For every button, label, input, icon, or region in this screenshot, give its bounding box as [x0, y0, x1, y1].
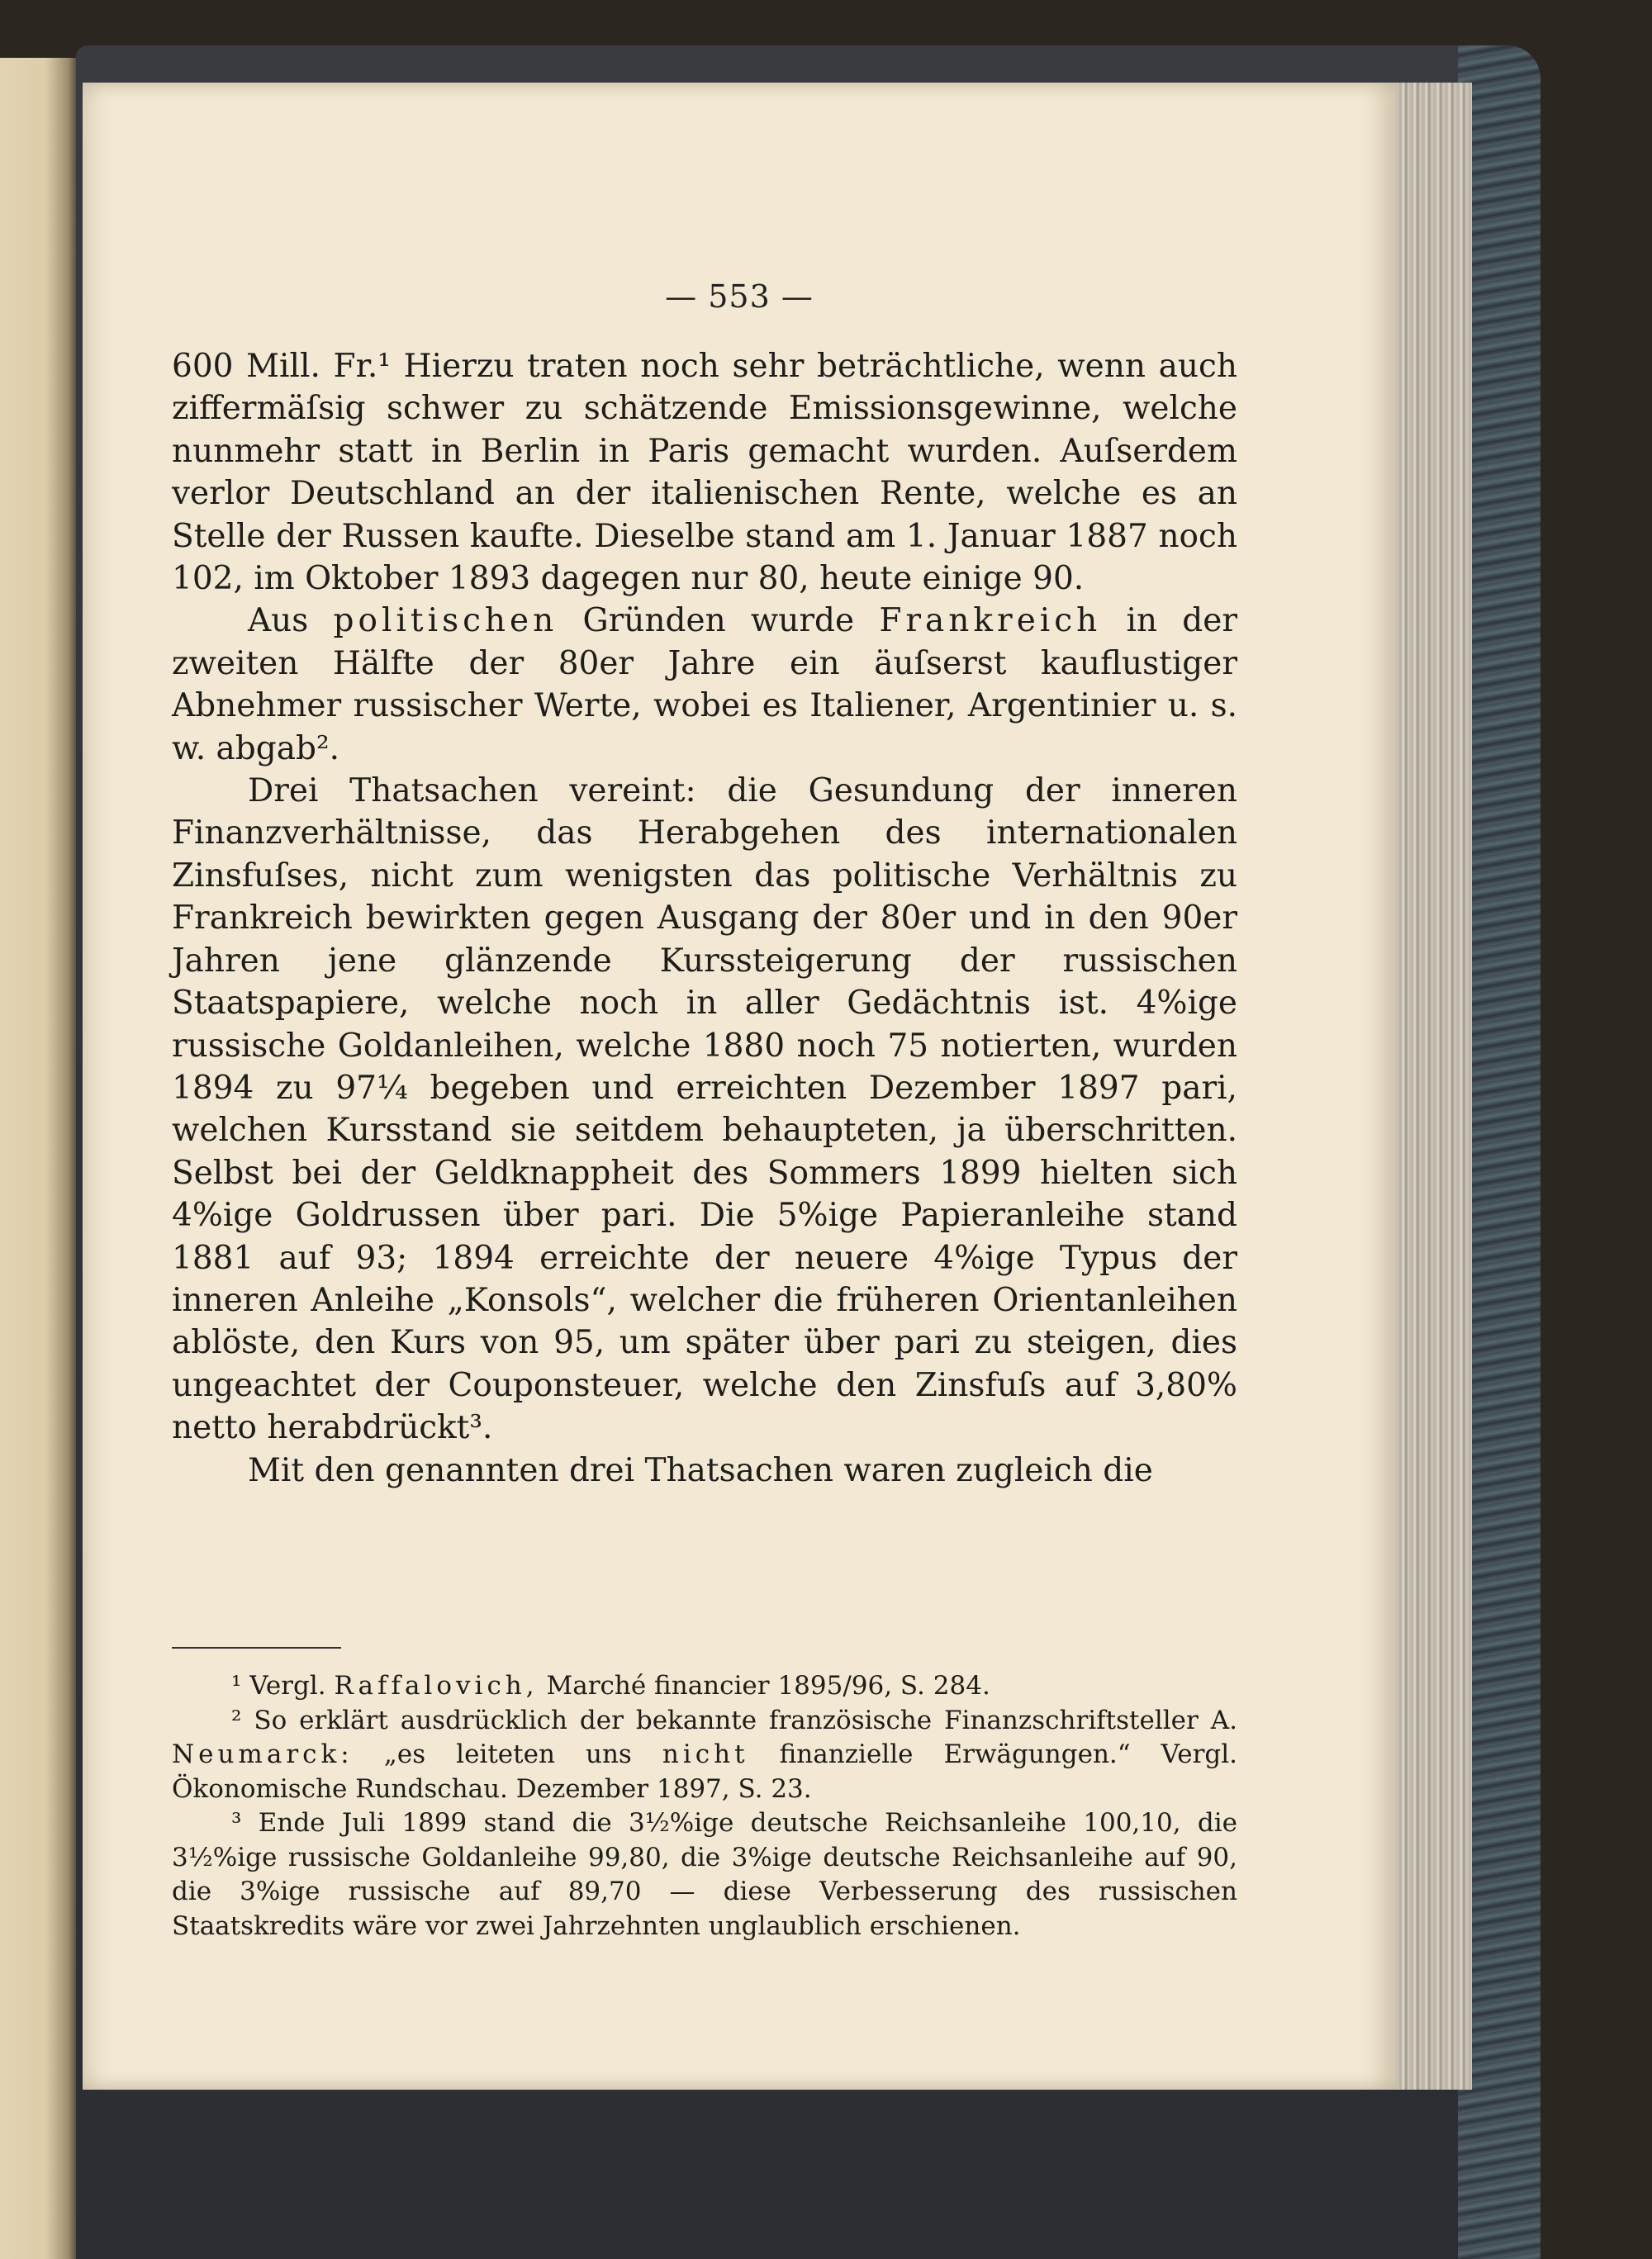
footnotes — [172, 1669, 1237, 1943]
paragraph-4: Mit den genannten drei Thatsachen waren zugleich die — [248, 1451, 1153, 1489]
paragraph-2: Aus politischen Gründen wurde Frankreich in der zweiten Hälfte der 80er Jahre ein äuſserst kauflustiger Abnehmer russischer Werte, wobei es Italiener, Argentinier u. s. w. abgab². — [172, 602, 1237, 767]
footnote-rule — [172, 1647, 341, 1649]
main-text — [172, 345, 1237, 1492]
adjacent-page-edge — [0, 58, 76, 2259]
spaced-word: politischen — [333, 602, 558, 640]
page-stack-edges — [1386, 83, 1472, 2090]
book-page — [83, 83, 1396, 2090]
footnote-3: ³ Ende Juli 1899 stand die 3½%ige deutsche Reichsanleihe 100,10, die 3½%ige russische Goldanleihe 99,80, die 3%ige deutsche Reichsanleihe auf 90, die 3%ige russische auf 89,70 — diese Verbesserung des russischen Staatskredits wäre vor zwei Jahrzehnten unglaublich erschienen. — [172, 1808, 1237, 1941]
footnote-1: ¹ Vergl. Raffalovich, Marché financier 1895/96, S. 284. — [231, 1671, 990, 1701]
spaced-word: Frankreich — [879, 602, 1102, 640]
footnote-2: ² So erklärt ausdrücklich der bekannte französische Finanzschriftsteller A. Neumarck: „es leiteten uns nicht finanzielle Erwägungen.“ Vergl. Ökonomische Rundschau. Dezember 1897, S. 23. — [172, 1705, 1237, 1804]
page-number: — 553 — — [665, 278, 814, 315]
paragraph-3: Drei Thatsachen vereint: die Gesundung der inneren Finanzverhältnisse, das Herabgehen des internationalen Zinsfuſses, nicht zum wenigsten das politische Verhältnis zu Frankreich bewirkten gegen Ausgang der 80er und in den 90er Jahren jene glänzende Kurssteigerung der russischen Staatspapiere, welche noch in aller Gedächtnis ist. 4%ige russische Goldanleihen, welche 1880 noch 75 notierten, wurden 1894 zu 97¼ begeben und erreichten Dezember 1897 pari, welchen Kursstand sie seitdem behaupteten, ja überschritten. Selbst bei der Geldknappheit des Sommers 1899 hielten sich 4%ige Goldrussen über pari. Die 5%ige Papieranleihe stand 1881 auf 93; 1894 erreichte der neuere 4%ige Typus der inneren Anleihe „Konsols“, welcher die früheren Orientanleihen ablöste, den Kurs von 95, um später über pari zu steigen, dies ungeachtet der Couponsteuer, welche den Zinsfuſs auf 3,80% netto herabdrückt³. — [172, 772, 1237, 1447]
paragraph-1: 600 Mill. Fr.¹ Hierzu traten noch sehr beträchtliche, wenn auch ziffermäſsig schwer zu schätzende Emissionsgewinne, welche nunmehr statt in Berlin in Paris gemacht wurden. Auſserdem verlor Deutschland an der italienischen Rente, welche es an Stelle der Russen kaufte. Dieselbe stand am 1. Januar 1887 noch 102, im Oktober 1893 dagegen nur 80, heute einige 90. — [172, 348, 1237, 598]
